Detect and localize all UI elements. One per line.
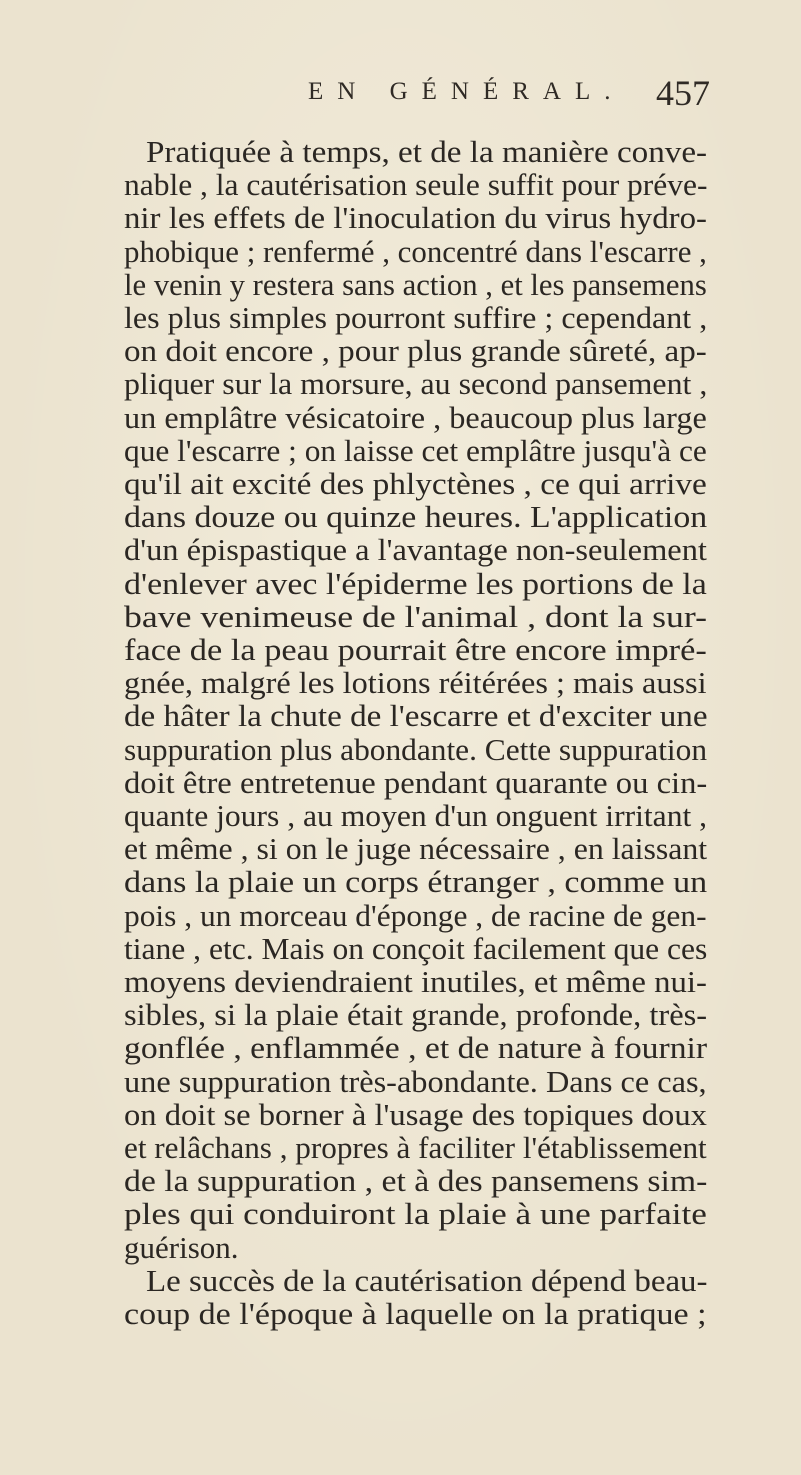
text-line: de hâter la chute de l'escarre et d'exciter une (124, 698, 708, 734)
text-line: on doit encore , pour plus grande sûreté, ap- (124, 333, 707, 369)
text-line: face de la peau pourrait être encore impré- (124, 632, 707, 667)
text-line: et relâchans , propres à faciliter l'établissement (124, 1130, 707, 1165)
text-line: coup de l'époque à laquelle on la pratique ; (124, 1296, 707, 1331)
text-line: on doit se borner à l'usage des topiques doux (124, 1096, 707, 1132)
text-line: dans douze ou quinze heures. L'application (124, 499, 708, 535)
page-header (0, 72, 801, 122)
text-line: phobique ; renfermé , concentré dans l'escarre , (124, 233, 707, 269)
text-line: nir les effets de l'inoculation du virus hydro- (124, 200, 707, 236)
text-line: qu'il ait excité des phlyctènes , ce qui arrive (124, 466, 707, 501)
text-line: gnée, malgré les lotions réitérées ; mais aussi (124, 665, 707, 701)
text-line: ples qui conduiront la plaie à une parfaite (124, 1196, 707, 1232)
text-line: que l'escarre ; on laisse cet emplâtre jusqu'à ce (124, 432, 707, 468)
text-line: Pratiquée à temps, et de la manière conve- (146, 134, 708, 169)
text-line: pliquer sur la morsure, au second pansement , (124, 366, 708, 402)
text-line: les plus simples pourront suffire ; cependant , (124, 300, 708, 335)
text-line: suppuration plus abondante. Cette suppuration (124, 731, 708, 767)
text-line: gonflée , enflammée , et de nature à fournir (124, 1030, 708, 1066)
text-line: nable , la cautérisation seule suffit pour préve- (124, 167, 708, 203)
text-line: doit être entretenue pendant quarante ou cin- (124, 764, 708, 800)
text-line: pois , un morceau d'éponge , de racine de gen- (124, 897, 707, 933)
text-line: une suppuration très-abondante. Dans ce cas, (124, 1063, 707, 1099)
running-head: EN GÉNÉRAL. (308, 78, 625, 105)
text-line: moyens deviendraient inutiles, et même nui- (124, 964, 707, 999)
text-line: d'un épispastique a l'avantage non-seulement (124, 532, 707, 568)
text-line: un emplâtre vésicatoire , beaucoup plus large (124, 399, 707, 435)
text-line: bave venimeuse de l'animal , dont la sur- (124, 598, 707, 634)
text-line: le venin y restera sans action , et les pansemens (124, 266, 707, 302)
text-line: d'enlever avec l'épiderme les portions de la (124, 565, 707, 601)
text-line: dans la plaie un corps étranger , comme un (124, 864, 708, 900)
text-line: Le succès de la cautérisation dépend beau- (146, 1262, 708, 1298)
page-number: 457 (656, 73, 710, 113)
text-line: quante jours , au moyen d'un onguent irritant , (124, 798, 708, 833)
text-line: sibles, si la plaie était grande, profonde, très- (124, 997, 708, 1033)
text-line: et même , si on le juge nécessaire , en laissant (124, 831, 708, 867)
text-line: de la suppuration , et à des pansemens sim- (124, 1163, 708, 1199)
text-line: guérison. (124, 1229, 239, 1265)
text-line: tiane , etc. Mais on conçoit facilement que ces (124, 930, 708, 966)
